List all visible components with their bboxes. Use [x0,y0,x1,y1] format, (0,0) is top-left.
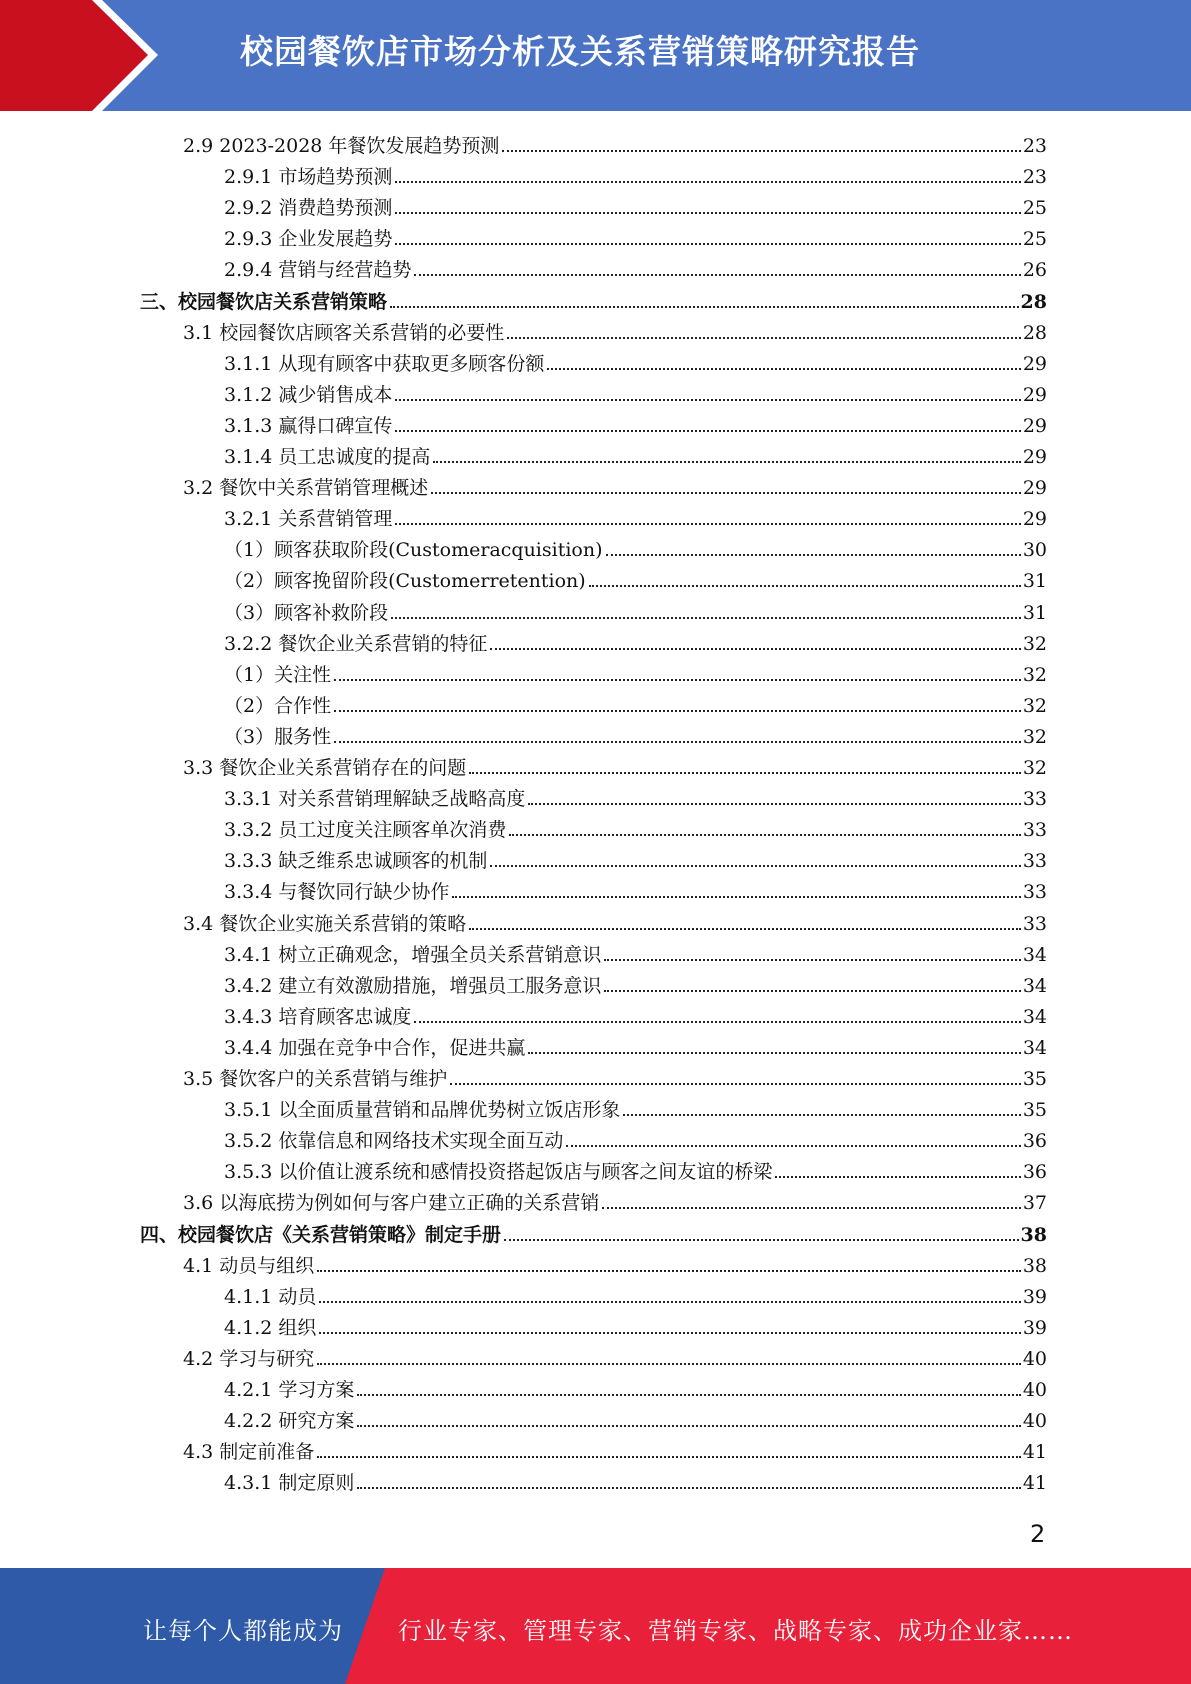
toc-dot-leader [334,679,1021,681]
toc-entry-page: 33 [1022,881,1047,904]
toc-dot-leader [606,554,1021,556]
toc-entry-title: 3.1.4 员工忠诚度的提高 [224,446,431,468]
toc-dot-leader [395,430,1020,432]
toc-entry[interactable] [224,1091,1047,1122]
toc-entry-title: 3.6 以海底捞为例如何与客户建立正确的关系营销 [183,1192,600,1215]
toc-dot-leader [317,1270,1021,1272]
toc-dot-leader [317,1363,1021,1365]
toc-entry[interactable] [224,251,1047,282]
toc-entry-page: 29 [1022,383,1047,406]
toc-entry[interactable] [224,531,1047,562]
toc-entry[interactable] [224,345,1047,376]
toc-entry-title: 3.2 餐饮中关系营销管理概述 [183,477,429,500]
toc-entry-page: 32 [1022,694,1047,717]
toc-entry[interactable] [224,158,1047,189]
toc-entry-page: 31 [1022,570,1047,593]
toc-entry-page: 30 [1022,539,1047,562]
toc-entry-page: 38 [1020,1223,1047,1246]
toc-entry[interactable] [224,656,1047,687]
page-footer [0,1568,1191,1684]
toc-entry[interactable] [183,314,1047,345]
toc-entry-page: 38 [1022,1254,1047,1277]
toc-entry-title: 3.4 餐饮企业实施关系营销的策略 [183,912,467,935]
toc-entry-page: 28 [1020,290,1047,313]
toc-dot-leader [395,399,1020,401]
toc-entry-page: 26 [1022,259,1047,282]
toc-entry-page: 36 [1022,1161,1047,1184]
toc-entry[interactable] [224,718,1047,749]
toc-entry-title: 3.2.2 餐饮企业关系营销的特征 [224,632,488,655]
toc-dot-leader [357,1487,1020,1489]
toc-entry-title: 4.1.1 动员 [224,1285,317,1308]
toc-entry-title: 3.5.1 以全面质量营销和品牌优势树立饭店形象 [224,1099,621,1122]
toc-dot-leader [775,1176,1020,1178]
toc-dot-leader [469,928,1021,930]
toc-entry-page: 34 [1022,1005,1047,1028]
toc-entry[interactable] [224,1153,1047,1184]
toc-entry-title: 3.4.4 加强在竞争中合作，促进共赢 [224,1036,526,1059]
toc-entry-title: 3.4.2 建立有效激励措施，增强员工服务意识 [224,974,602,997]
toc-entry-title: 3.3.4 与餐饮同行缺少协作 [224,881,450,904]
toc-entry-page: 33 [1022,912,1047,935]
toc-entry-page: 33 [1022,819,1047,842]
toc-entry-page: 32 [1022,725,1047,748]
toc-dot-leader [502,150,1020,152]
report-title: 校园餐饮店市场分析及关系营销策略研究报告 [240,32,920,71]
toc-entry[interactable] [224,376,1047,407]
toc-entry-page: 32 [1022,632,1047,655]
toc-entry-page: 33 [1022,788,1047,811]
toc-entry-title: 2.9.1 市场趋势预测 [224,166,393,189]
toc-entry-title: 4.3.1 制定原则 [224,1472,355,1495]
toc-entry[interactable] [183,1340,1047,1371]
toc-dot-leader [357,1394,1020,1396]
toc-dot-leader [357,1425,1020,1427]
toc-entry[interactable] [183,1433,1047,1464]
toc-entry[interactable] [183,1247,1047,1278]
toc-entry-title: 3.4.1 树立正确观念，增强全员关系营销意识 [224,943,602,966]
toc-entry-page: 29 [1022,508,1047,531]
toc-entry[interactable] [224,1402,1047,1433]
toc-entry-title: 2.9.3 企业发展趋势 [224,228,393,251]
toc-entry[interactable] [224,1309,1047,1340]
toc-entry-page: 37 [1022,1192,1047,1215]
toc-entry-page: 41 [1022,1441,1047,1464]
toc-entry-page: 36 [1022,1130,1047,1153]
toc-entry-page: 33 [1022,850,1047,873]
toc-dot-leader [395,243,1020,245]
toc-entry-title: 3.3.3 缺乏维系忠诚顾客的机制 [224,850,488,873]
toc-entry-page: 34 [1022,943,1047,966]
toc-entry[interactable] [224,1464,1047,1495]
toc-entry[interactable] [224,500,1047,531]
toc-entry[interactable] [183,749,1047,780]
footer-slogan-left: 让每个人都能成为 [143,1617,343,1645]
toc-entry-title: 3.2.1 关系营销管理 [224,508,393,531]
toc-entry-page: 25 [1022,228,1047,251]
toc-entry[interactable] [183,905,1047,936]
toc-dot-leader [395,181,1020,183]
toc-entry[interactable] [183,469,1047,500]
toc-entry-title: 2.9.4 营销与经营趋势 [224,259,412,282]
toc-dot-leader [507,337,1021,339]
toc-entry[interactable] [224,1122,1047,1153]
toc-entry[interactable] [224,842,1047,873]
toc-entry[interactable] [140,1216,1047,1247]
toc-entry[interactable] [224,1278,1047,1309]
toc-entry-title: 2.9.2 消费趋势预测 [224,197,393,220]
toc-entry[interactable] [224,407,1047,438]
toc-dot-leader [452,896,1020,898]
toc-entry-title: 3.5.3 以价值让渡系统和感情投资搭起饭店与顾客之间友谊的桥梁 [224,1161,773,1184]
toc-entry-page: 39 [1022,1285,1047,1308]
footer-slogan-right: 行业专家、管理专家、营销专家、战略专家、成功企业家…… [398,1617,1073,1645]
toc-entry-title: 3.3 餐饮企业关系营销存在的问题 [183,757,467,779]
toc-entry[interactable] [224,189,1047,220]
toc-entry[interactable] [224,562,1047,593]
toc-entry-title: 4.3 制定前准备 [183,1441,315,1464]
page-header [0,0,1191,111]
toc-dot-leader [317,1456,1021,1458]
toc-entry-title: 3.1.1 从现有顾客中获取更多顾客份额 [224,352,545,375]
toc-entry-page: 31 [1022,601,1047,624]
toc-entry-page: 29 [1022,414,1047,437]
toc-entry-page: 29 [1022,446,1047,468]
toc-entry-title: 3.5.2 依靠信息和网络技术实现全面互动 [224,1130,564,1153]
toc-entry-title: 3.1.3 赢得口碑宣传 [224,414,393,437]
toc-entry-title: （2）合作性 [224,694,332,717]
toc-dot-leader [547,368,1020,370]
toc-dot-leader [623,1114,1020,1116]
toc-entry[interactable] [224,936,1047,967]
toc-entry-title: 4.1.2 组织 [224,1316,317,1339]
toc-dot-leader [319,1332,1020,1334]
toc-dot-leader [450,1083,1021,1085]
toc-entry[interactable] [224,967,1047,998]
toc-dot-leader [589,585,1021,587]
toc-dot-leader [566,1145,1020,1147]
toc-dot-leader [504,1239,1019,1241]
toc-dot-leader [414,274,1020,276]
toc-entry-title: 3.3.1 对关系营销理解缺乏战略高度 [224,788,526,811]
toc-entry-page: 25 [1022,197,1047,220]
toc-entry-title: 4.2.2 研究方案 [224,1410,355,1433]
toc-entry[interactable] [224,780,1047,811]
toc-dot-leader [604,959,1020,961]
toc-entry-page: 28 [1022,321,1047,344]
toc-entry-title: 四、校园餐饮店《关系营销策略》制定手册 [140,1223,502,1246]
toc-entry-page: 35 [1022,1068,1047,1090]
toc-entry[interactable] [224,998,1047,1029]
toc-entry[interactable] [224,687,1047,718]
toc-entry-page: 23 [1022,135,1047,157]
toc-entry[interactable] [224,594,1047,625]
toc-entry-title: 三、校园餐饮店关系营销策略 [140,290,388,313]
toc-dot-leader [414,1021,1020,1023]
toc-entry-title: （2）顾客挽留阶段(Customerretention) [224,570,586,593]
toc-entry[interactable] [224,625,1047,656]
toc-entry-page: 39 [1022,1316,1047,1339]
toc-dot-leader [602,1207,1021,1209]
toc-entry-page: 40 [1022,1410,1047,1433]
toc-entry[interactable] [224,438,1047,469]
toc-dot-leader [390,306,1019,308]
toc-entry-page: 41 [1022,1472,1047,1495]
toc-entry-title: 3.1 校园餐饮店顾客关系营销的必要性 [183,321,505,344]
toc-dot-leader [433,461,1020,463]
toc-dot-leader [528,1052,1020,1054]
toc-entry-title: 3.5 餐饮客户的关系营销与维护 [183,1068,448,1090]
toc-entry-title: 2.9 2023-2028 年餐饮发展趋势预测 [183,135,500,157]
toc-entry-title: （1）顾客获取阶段(Customeracquisition) [224,539,603,562]
toc-dot-leader [490,648,1020,650]
toc-entry-title: 4.1 动员与组织 [183,1254,315,1277]
toc-entry-title: 3.3.2 员工过度关注顾客单次消费 [224,819,507,842]
toc-entry-title: 4.2.1 学习方案 [224,1379,355,1401]
toc-dot-leader [469,772,1021,774]
toc-entry-page: 35 [1022,1099,1047,1122]
toc-entry-page: 29 [1022,352,1047,375]
toc-entry-title: （3）顾客补救阶段 [224,601,389,624]
toc-dot-leader [490,865,1020,867]
toc-entry[interactable] [224,811,1047,842]
toc-entry[interactable] [224,1371,1047,1402]
toc-entry[interactable] [224,1029,1047,1060]
page-number: 2 [1030,1520,1046,1548]
toc-dot-leader [604,990,1020,992]
toc-dot-leader [334,710,1021,712]
toc-entry[interactable] [183,1060,1047,1091]
toc-dot-leader [391,617,1021,619]
toc-entry-page: 32 [1022,663,1047,686]
toc-entry[interactable] [224,220,1047,251]
toc-dot-leader [528,803,1020,805]
toc-entry-title: 3.1.2 减少销售成本 [224,383,393,406]
toc-entry-page: 40 [1022,1347,1047,1370]
toc-dot-leader [395,523,1020,525]
toc-entry[interactable] [183,1184,1047,1215]
toc-entry-page: 40 [1022,1379,1047,1401]
toc-entry-page: 34 [1022,974,1047,997]
toc-dot-leader [334,741,1021,743]
toc-entry-page: 23 [1022,166,1047,189]
toc-entry-title: 4.2 学习与研究 [183,1347,315,1370]
toc-entry-page: 32 [1022,757,1047,779]
toc-entry-title: （1）关注性 [224,663,332,686]
toc-dot-leader [395,212,1020,214]
toc-entry-title: （3）服务性 [224,725,332,748]
toc-dot-leader [431,492,1021,494]
toc-entry-title: 3.4.3 培育顾客忠诚度 [224,1005,412,1028]
toc-entry-page: 29 [1022,477,1047,500]
toc-dot-leader [509,834,1020,836]
toc-dot-leader [319,1301,1020,1303]
toc-entry-page: 34 [1022,1036,1047,1059]
toc-entry[interactable] [140,283,1047,314]
toc-entry[interactable] [224,873,1047,904]
toc-entry[interactable] [183,127,1047,158]
